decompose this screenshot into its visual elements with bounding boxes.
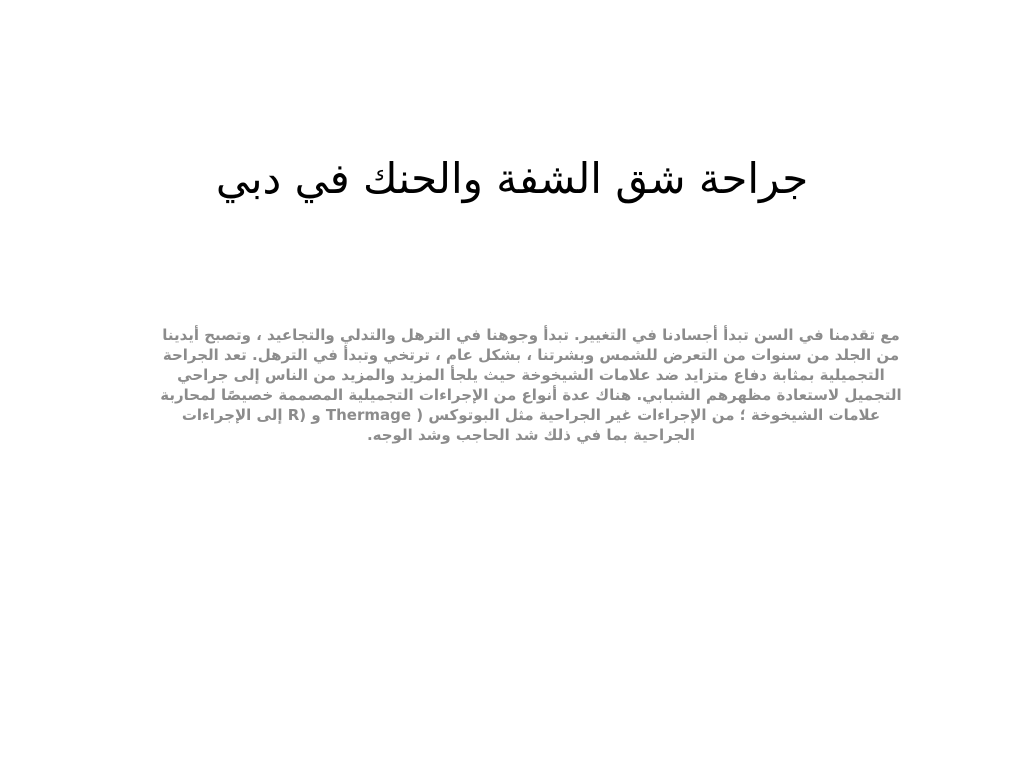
body-line: من الجلد من سنوات من التعرض للشمس وبشرتنا ، بشكل عام ، ترتخي وتبدأ في الترهل. تعد الجراحة bbox=[162, 346, 900, 364]
body-line: مع تقدمنا في السن تبدأ أجسادنا في التغيير. تبدأ وجوهنا في الترهل والتدلي والتجاعيد ، وتصبح أيدينا bbox=[162, 326, 900, 344]
slide-title: جراحة شق الشفة والحنك في دبي bbox=[215, 154, 809, 203]
body-line: التجميل لاستعادة مظهرهم الشبابي. هناك عدة أنواع من الإجراءات التجميلية المصممة خصيصًا لمحاربة bbox=[160, 386, 902, 404]
body-line: علامات الشيخوخة ؛ من الإجراءات غير الجراحية مثل البوتوكس ( Thermage و (R إلى الإجراءات bbox=[181, 406, 881, 424]
body-line: التجميلية بمثابة دفاع متزايد ضد علامات الشيخوخة حيث يلجأ المزيد والمزيد من الناس إلى جراحي bbox=[177, 366, 885, 384]
slide-body bbox=[128, 325, 934, 445]
body-line: الجراحية بما في ذلك شد الحاجب وشد الوجه. bbox=[366, 426, 696, 444]
